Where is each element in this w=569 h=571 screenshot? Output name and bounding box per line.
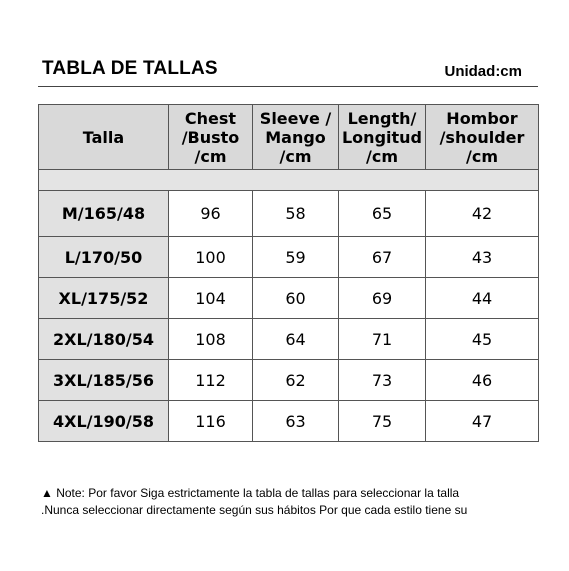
length-value: 71 <box>339 319 426 360</box>
column-header-shoulder: Hombor /shoulder /cm <box>426 105 539 170</box>
size-note <box>41 485 467 519</box>
size-label: 2XL/180/54 <box>39 319 169 360</box>
sleeve-value: 60 <box>253 278 339 319</box>
shoulder-value: 47 <box>426 401 539 442</box>
size-label: 3XL/185/56 <box>39 360 169 401</box>
unit-label: Unidad:cm <box>444 63 522 80</box>
sleeve-value: 63 <box>253 401 339 442</box>
length-value: 73 <box>339 360 426 401</box>
chest-value: 108 <box>169 319 253 360</box>
table-row <box>39 319 539 360</box>
table-row <box>39 360 539 401</box>
chest-value: 104 <box>169 278 253 319</box>
length-value: 75 <box>339 401 426 442</box>
shoulder-value: 45 <box>426 319 539 360</box>
shoulder-value: 46 <box>426 360 539 401</box>
sleeve-value: 58 <box>253 191 339 237</box>
table-spacer-row <box>39 170 539 191</box>
size-label: L/170/50 <box>39 237 169 278</box>
size-label: XL/175/52 <box>39 278 169 319</box>
note-line-1: ▲ Note: Por favor Siga estrictamente la tabla de tallas para seleccionar la talla <box>41 486 460 500</box>
chest-value: 100 <box>169 237 253 278</box>
column-header-length: Length/ Longitud /cm <box>339 105 426 170</box>
length-value: 67 <box>339 237 426 278</box>
column-header-chest: Chest /Busto /cm <box>169 105 253 170</box>
note-line-2: .Nunca seleccionar directamente según sus hábitos Por que cada estilo tiene su <box>41 503 468 517</box>
page-title: TABLA DE TALLAS <box>42 58 218 79</box>
sleeve-value: 62 <box>253 360 339 401</box>
length-value: 69 <box>339 278 426 319</box>
table-row <box>39 237 539 278</box>
table-row <box>39 401 539 442</box>
column-header-talla: Talla <box>39 105 169 170</box>
size-label: 4XL/190/58 <box>39 401 169 442</box>
spacer-cell <box>39 170 539 191</box>
sleeve-value: 64 <box>253 319 339 360</box>
column-header-sleeve: Sleeve / Mango /cm <box>253 105 339 170</box>
header-divider <box>38 86 538 87</box>
table-row <box>39 191 539 237</box>
chest-value: 112 <box>169 360 253 401</box>
length-value: 65 <box>339 191 426 237</box>
shoulder-value: 44 <box>426 278 539 319</box>
table-header-row <box>39 105 539 170</box>
chest-value: 116 <box>169 401 253 442</box>
shoulder-value: 42 <box>426 191 539 237</box>
size-label: M/165/48 <box>39 191 169 237</box>
table-row <box>39 278 539 319</box>
chest-value: 96 <box>169 191 253 237</box>
shoulder-value: 43 <box>426 237 539 278</box>
sleeve-value: 59 <box>253 237 339 278</box>
size-table <box>38 104 539 442</box>
